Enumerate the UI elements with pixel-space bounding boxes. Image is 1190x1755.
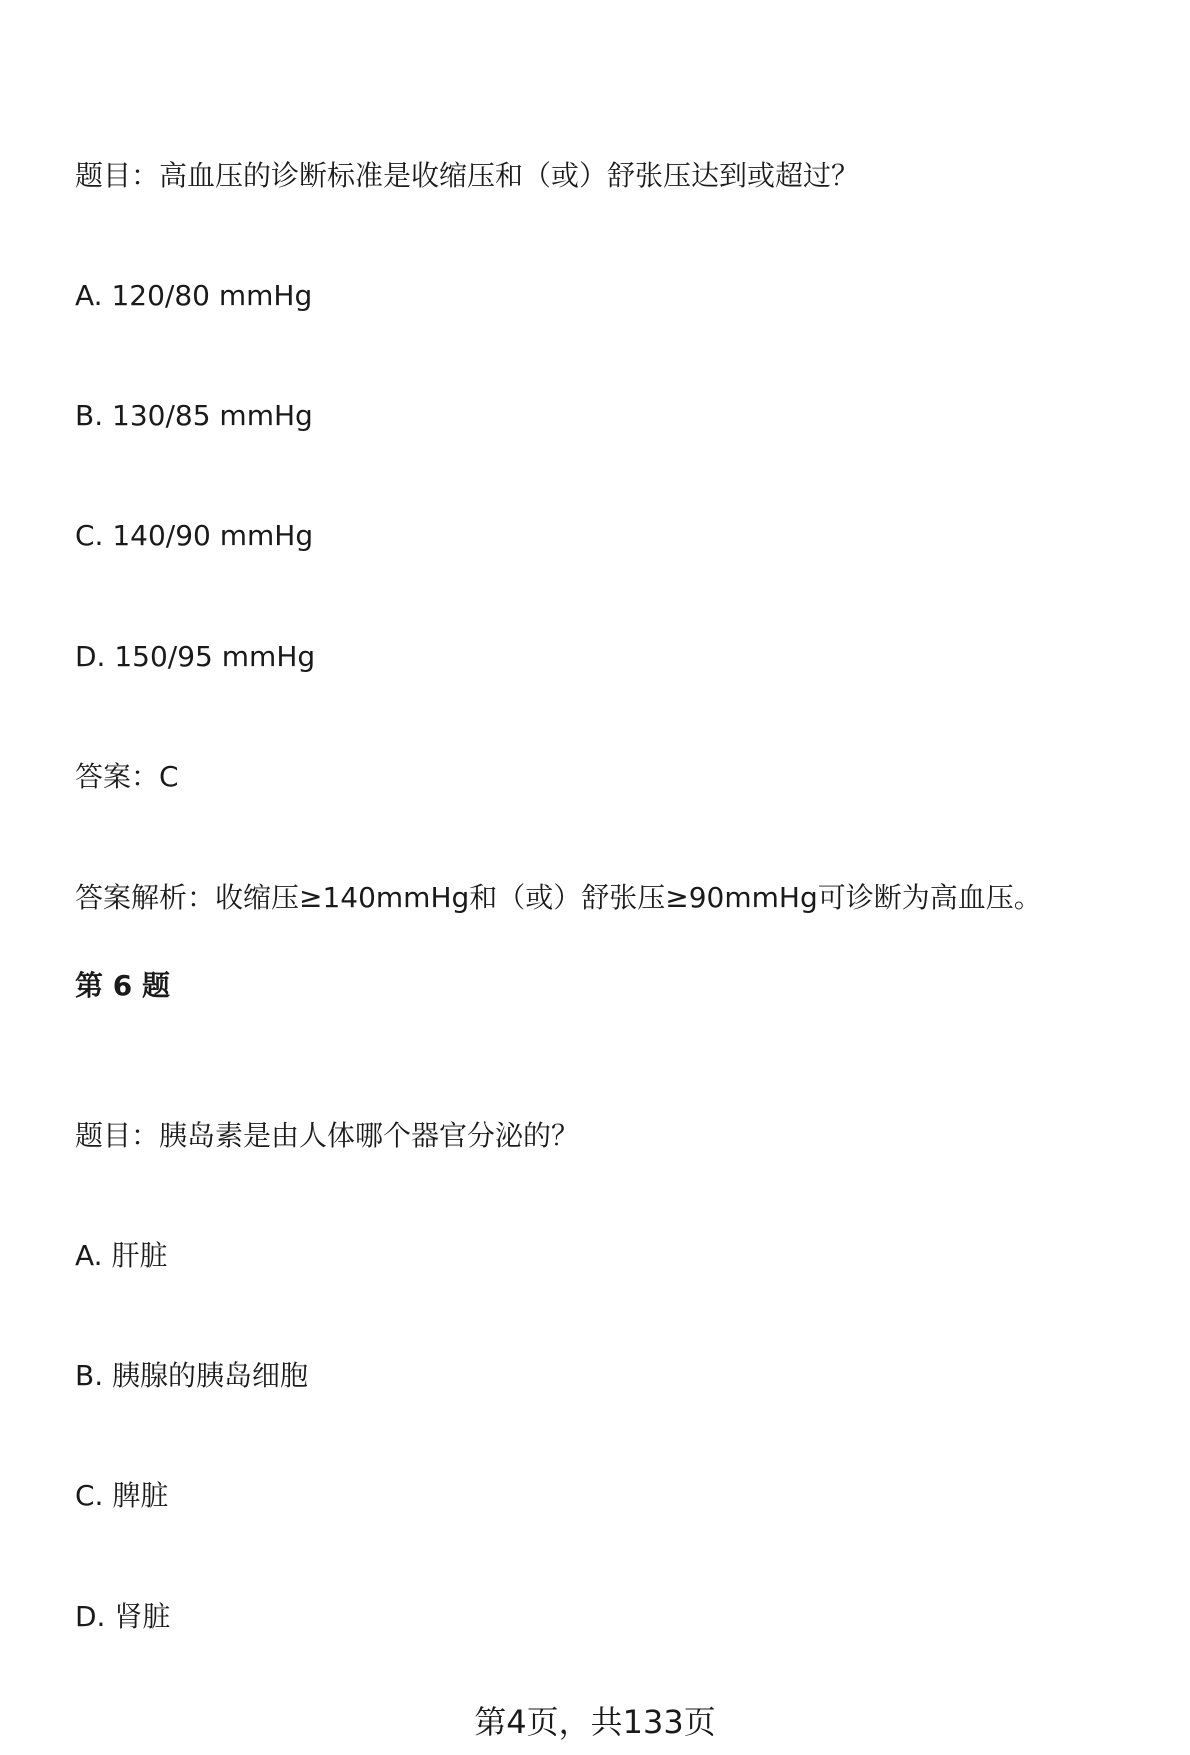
question5-answer: 答案：C [75, 760, 179, 793]
question5-option-c: C. 140/90 mmHg [75, 519, 314, 552]
question6-heading: 第 6 题 [75, 969, 170, 1002]
question5-option-d: D. 150/95 mmHg [75, 640, 316, 673]
question6-option-b: B. 胰腺的胰岛细胞 [75, 1359, 309, 1392]
question5-option-b: B. 130/85 mmHg [75, 399, 313, 432]
question6-option-d: D. 肾脏 [75, 1600, 171, 1633]
question5-option-a: A. 120/80 mmHg [75, 279, 313, 312]
page-number: 第4页，共133页 [474, 1703, 716, 1741]
question6-prompt: 题目：胰岛素是由人体哪个器官分泌的？ [75, 1119, 580, 1152]
question5-explanation: 答案解析：收缩压≥140mmHg和（或）舒张压≥90mmHg可诊断为高血压。 [75, 881, 1042, 914]
question6-option-a: A. 肝脏 [75, 1239, 168, 1272]
question5-prompt: 题目：高血压的诊断标准是收缩压和（或）舒张压达到或超过？ [75, 159, 860, 192]
question6-option-c: C. 脾脏 [75, 1479, 169, 1512]
